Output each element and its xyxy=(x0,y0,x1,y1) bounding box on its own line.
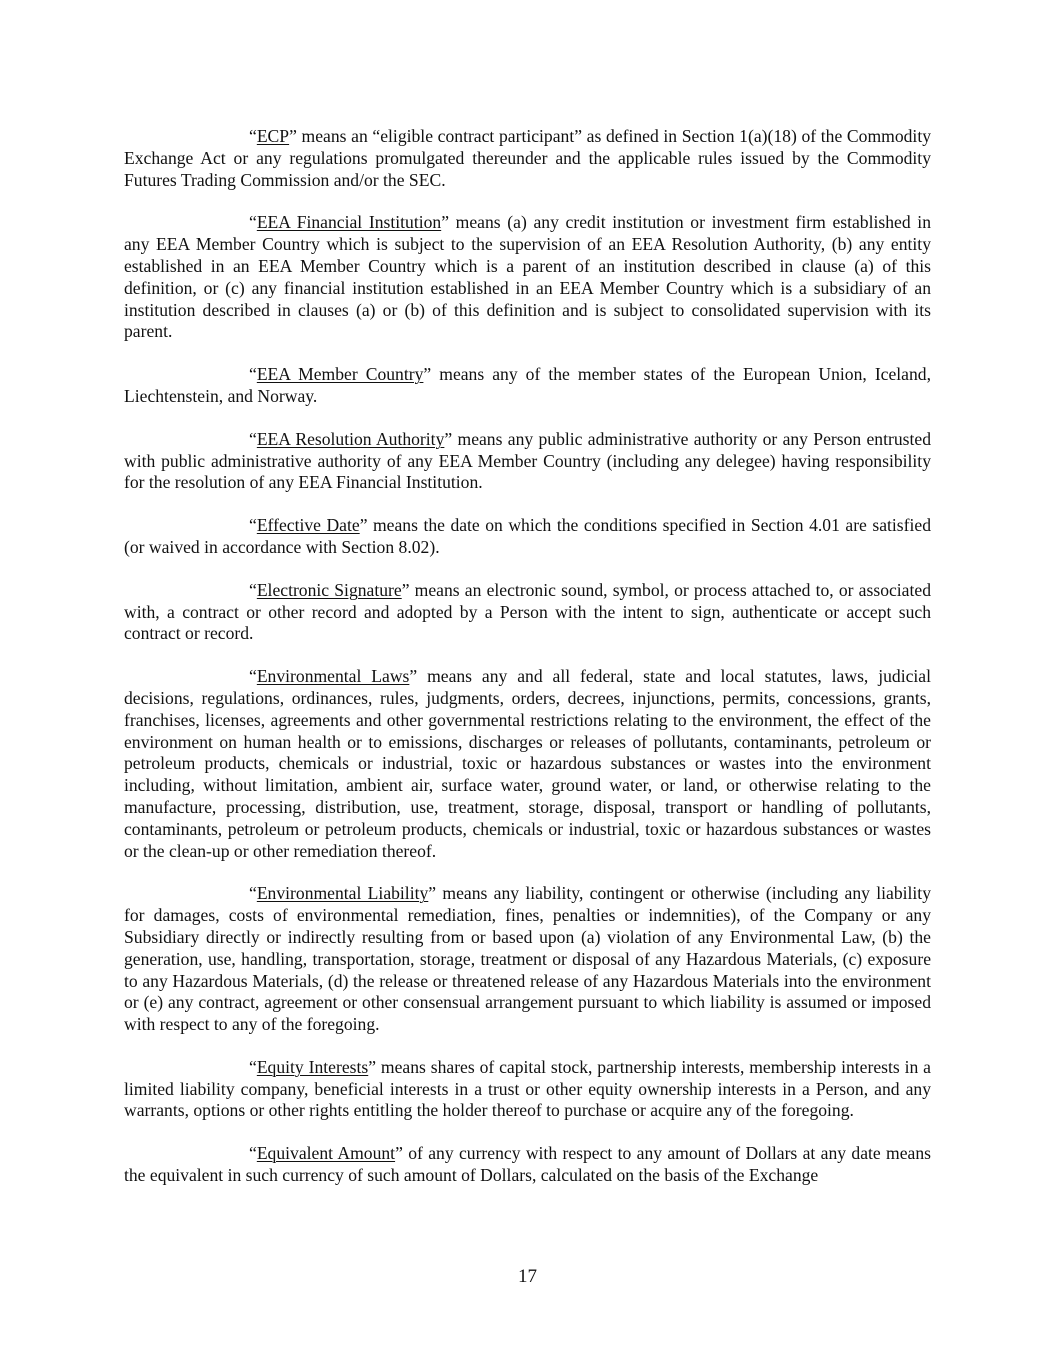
open-quote: “ xyxy=(249,515,257,536)
definition-equivalent-amount xyxy=(124,1143,931,1187)
definition-text: ” means any of the member states of the European Union, Iceland, Liechtenstein, and Norway. xyxy=(124,364,931,406)
defined-term: Environmental Liability xyxy=(256,883,429,904)
defined-term: Equivalent Amount xyxy=(256,1143,396,1164)
definition-text: ” means the date on which the conditions specified in Section 4.01 are satisfied (or waived in accordance with Section 8.02). xyxy=(124,515,932,557)
page-number: 17 xyxy=(518,1266,537,1287)
definition-text: ” means an “eligible contract participant” as defined in Section 1(a)(18) of the Commodity Exchange Act or any regulations promulgated thereunder and the applicable rules issued by the Commodity Futures Trading Commission and/or the SEC. xyxy=(124,126,931,190)
open-quote: “ xyxy=(249,212,257,233)
defined-term: Electronic Signature xyxy=(256,579,402,600)
definition-text: ” means an electronic sound, symbol, or process attached to, or associated with, a contract or other record and adopted by a Person with the intent to sign, authenticate or accept such contract or record. xyxy=(124,579,931,644)
definition-electronic-signature xyxy=(124,580,931,645)
open-quote: “ xyxy=(249,1056,257,1077)
defined-term: Environmental Laws xyxy=(256,666,410,687)
definition-eea-resolution-authority xyxy=(124,429,931,494)
open-quote: “ xyxy=(249,666,257,687)
defined-term: EEA Member Country xyxy=(256,364,424,385)
definition-text: ” means any and all federal, state and local statutes, laws, judicial decisions, regulations, ordinances, rules, judgments, orders, decrees, injunctions, permits, concessions, grants, franchises, licenses, agreements and other governmental restrictions relating to the environment, the effect of the environment on human health or to emissions, discharges or releases of pollutants, contaminants, petroleum or petroleum products, chemicals or industrial, toxic or hazardous substances or wastes into the environment including, without limitation, ambient air, surface water, ground water, or land, or otherwise relating to the manufacture, processing, distribution, use, treatment, storage, disposal, transport or handling of pollutants, contaminants, petroleum or petroleum products, chemicals or industrial, toxic or hazardous substances or wastes or the clean-up or other remediation thereof. xyxy=(124,666,931,861)
open-quote: “ xyxy=(249,883,257,904)
open-quote: “ xyxy=(249,579,257,600)
open-quote: “ xyxy=(249,126,257,146)
definition-text: ” means any liability, contingent or otherwise (including any liability for damages, costs of environmental remediation, fines, penalties or indemnities), of the Company or any Subsidiary directly or indirectly resulting from or based upon (a) violation of any Environmental Law, (b) the generation, use, handling, transportation, storage, treatment or disposal of any Hazardous Materials, (c) exposure to any Hazardous Materials, (d) the release or threatened release of any Hazardous Materials into the environment or (e) any contract, agreement or other consensual arrangement pursuant to which liability is assumed or imposed with respect to any of the foregoing. xyxy=(124,883,931,1035)
definition-environmental-laws xyxy=(124,666,931,862)
definition-text: ” means (a) any credit institution or investment firm established in any EEA Member Country which is subject to the supervision of an EEA Resolution Authority, (b) any entity established in an EEA Member Country which is a parent of an institution described in clause (a) of this definition, or (c) any financial institution established in an EEA Member Country which is a subsidiary of an institution described in clauses (a) or (b) of this definition and is subject to consolidated supervision with its parent. xyxy=(124,212,931,342)
defined-term: EEA Financial Institution xyxy=(256,212,442,233)
defined-term: Effective Date xyxy=(256,515,360,536)
definition-environmental-liability xyxy=(124,883,931,1036)
open-quote: “ xyxy=(249,364,257,385)
definition-equity-interests xyxy=(124,1057,931,1122)
definition-text: ” of any currency with respect to any amount of Dollars at any date means the equivalent in such currency of such amount of Dollars, calculated on the basis of the Exchange xyxy=(124,1143,931,1186)
definition-text: ” means any public administrative authority or any Person entrusted with public administrative authority of any EEA Member Country (including any delegee) having responsibility for the resolution of any EEA Financial Institution. xyxy=(124,428,931,493)
defined-term: EEA Resolution Authority xyxy=(256,428,445,449)
defined-term: Equity Interests xyxy=(256,1056,369,1077)
definition-eea-member-country xyxy=(124,364,931,408)
document-body xyxy=(124,126,931,1208)
definition-text: ” means shares of capital stock, partnership interests, membership interests in a limited liability company, beneficial interests in a trust or other equity ownership interests in a Person, and any warrants, options or other rights entitling the holder thereof to purchase or acquire any of the foregoing. xyxy=(124,1056,931,1121)
definition-effective-date xyxy=(124,515,931,559)
defined-term: ECP xyxy=(256,126,290,146)
open-quote: “ xyxy=(249,428,257,449)
open-quote: “ xyxy=(249,1143,257,1164)
definition-ecp xyxy=(124,126,931,191)
definition-eea-financial-institution xyxy=(124,212,931,343)
